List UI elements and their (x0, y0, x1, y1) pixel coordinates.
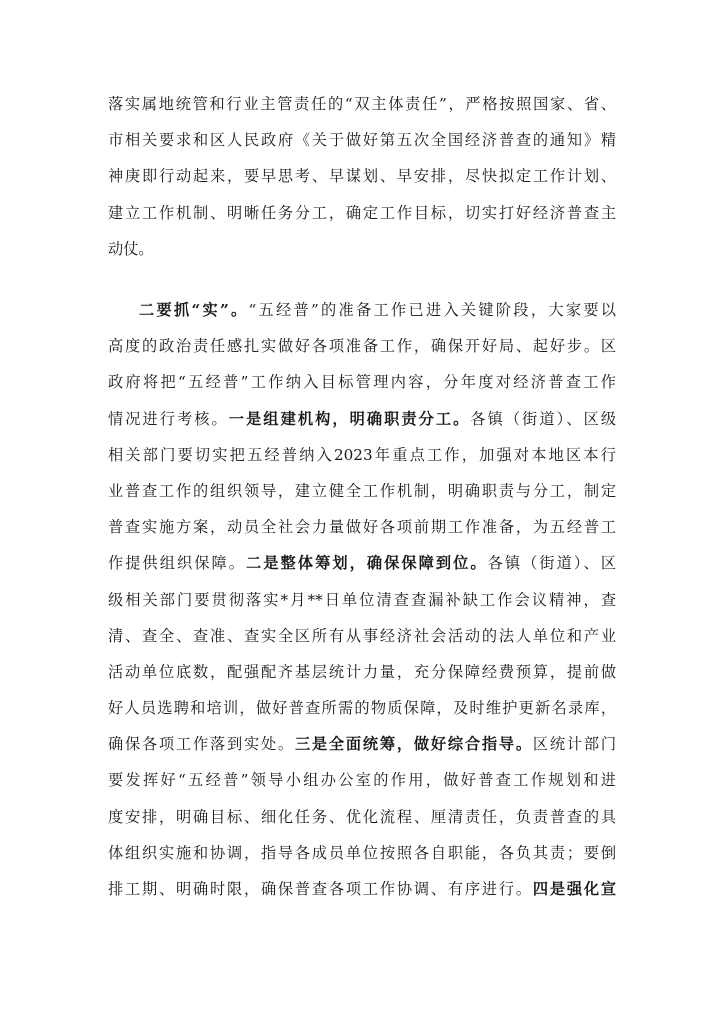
section-heading-two: 二要抓“实”。 (139, 301, 249, 319)
paragraph-2-line (108, 871, 616, 907)
point-three-heading: 三是全面统筹，做好综合指导。 (294, 735, 533, 754)
paragraph-1-line: 建立工作机制、明晰任务分工，确定工作目标，切实打好经济普查主 (108, 203, 616, 222)
paragraph-2-line: 活动单位底数，配强配齐基层统计力量，充分保障经费预算，提前做 (108, 662, 616, 681)
paragraph-2-line: 普查实施方案，动员全社会力量做好各项前期工作准备，为五经普工 (108, 518, 616, 537)
paragraph-2-line: 业普查工作的组织领导，建立健全工作机制，明确职责与分工，制定 (108, 481, 616, 500)
paragraph-2-line (108, 545, 616, 581)
point-two-heading: 二是整体筹划，确保保障到位。 (246, 554, 488, 573)
point-four-heading: 四是强化宣 (532, 880, 617, 898)
paragraph-2-line: 好人员选聘和培训，做好普查所需的物质保障，及时维护更新名录库， (108, 699, 616, 718)
line-text: 各镇（街道）、区 (487, 554, 617, 573)
paragraph-2-line: 相关部门要切实把五经普纳入2023年重点工作，加强对本地区本行 (108, 445, 616, 464)
paragraph-2-line: 级相关部门要贯彻落实*月**日单位清查查漏补缺工作会议精神，查 (108, 590, 616, 609)
paragraph-2-line: 清、查全、查准、查实全区所有从事经济社会活动的法人单位和产业 (108, 626, 616, 645)
paragraph-2-line: 政府将把“五经普”工作纳入目标管理内容，分年度对经济普查工作 (108, 373, 616, 392)
paragraph-2-line: 高度的政治责任感扎实做好各项准备工作，确保开好局、起好步。区 (108, 337, 616, 356)
line-text: 排工期、明确时限，确保普查各项工作协调、有序进行。 (108, 880, 533, 898)
paragraph-1-line: 动仗。 (108, 239, 154, 258)
line-text: 情况进行考核。 (108, 409, 229, 428)
paragraph-2-line: 度安排，明确目标、细化任务、优化流程、厘清责任，负责普查的具 (108, 807, 616, 826)
line-text: 确保各项工作落到实处。 (108, 735, 295, 754)
paragraph-2 (108, 292, 616, 907)
line-text: “五经普”的准备工作已进入关键阶段，大家要以 (248, 301, 616, 319)
paragraph-1-line: 落实属地统管和行业主管责任的“双主体责任”，严格按照国家、省、 (108, 95, 616, 113)
paragraph-1-line: 市相关要求和区人民政府《关于做好第五次全国经济普查的通知》精 (108, 131, 616, 150)
point-one-heading: 一是组建机构，明确职责分工。 (228, 409, 471, 428)
paragraph-1-line: 神庚即行动起来，要早思考、早谋划、早安排，尽快拟定工作计划、 (108, 167, 616, 186)
line-text: 作提供组织保障。 (108, 554, 247, 573)
paragraph-2-line: 要发挥好“五经普”领导小组办公室的作用，做好普查工作规划和进 (108, 771, 616, 790)
paragraph-2-line: 体组织实施和协调，指导各成员单位按照各自职能，各负其责；要倒 (108, 843, 616, 862)
paragraph-2-line (108, 726, 616, 762)
paragraph-1 (108, 86, 616, 267)
paragraph-2-line (108, 292, 616, 328)
paragraph-2-line (108, 401, 616, 437)
line-text: 区统计部门 (532, 735, 617, 754)
line-text: 各镇（街道）、区级 (470, 409, 617, 428)
